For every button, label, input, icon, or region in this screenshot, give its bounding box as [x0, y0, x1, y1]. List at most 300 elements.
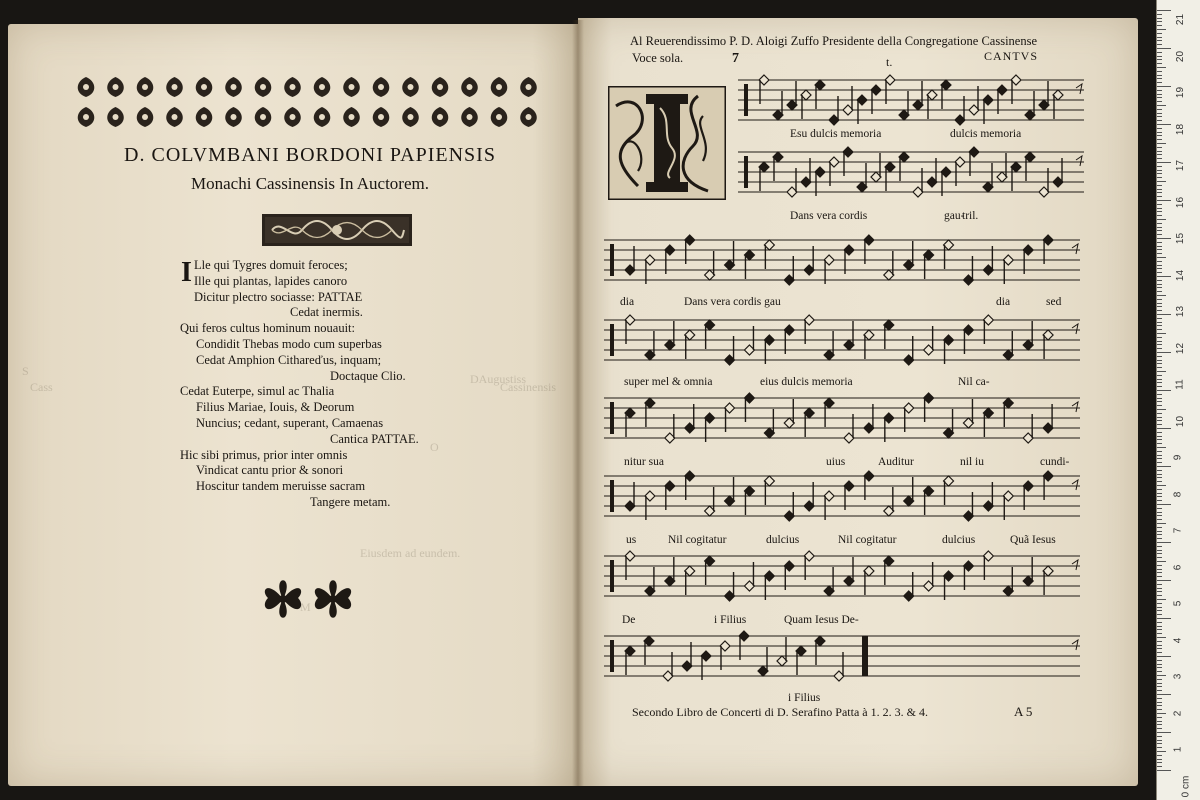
ruler-tick [1157, 211, 1162, 212]
ruler-tick [1157, 352, 1171, 353]
ruler-tick [1157, 409, 1166, 410]
ruler-tick [1157, 751, 1166, 752]
ornament-dot [437, 84, 443, 90]
ruler-tick [1157, 462, 1162, 463]
ruler-label: 2 [1172, 710, 1184, 716]
ruler-tick [1157, 90, 1162, 91]
ruler-tick [1157, 493, 1162, 494]
ruler-tick [1157, 333, 1166, 334]
ornament-dot [319, 84, 325, 90]
lyric-syllable: nil iu [960, 456, 984, 468]
ruler-tick [1157, 223, 1162, 224]
ruler-tick [1157, 743, 1162, 744]
ruler-tick [1157, 474, 1162, 475]
ruler-tick [1157, 717, 1162, 718]
ruler-label: 18 [1175, 123, 1187, 135]
ruler-tick [1157, 595, 1162, 596]
ruler-tick [1157, 386, 1162, 387]
ruler-tick [1157, 591, 1162, 592]
poem-line: Hoscitur tandem meruisse sacram [196, 479, 366, 494]
ruler-tick [1157, 360, 1162, 361]
ruler-tick [1157, 318, 1162, 319]
ornament-dot [83, 114, 89, 120]
ruler-tick [1157, 284, 1162, 285]
ornament-dot [526, 114, 532, 120]
ruler-label: 6 [1172, 564, 1184, 570]
ornament-dot [408, 114, 414, 120]
ruler-tick [1157, 736, 1162, 737]
ruler-label: 9 [1172, 454, 1184, 461]
ruler-tick [1157, 675, 1166, 676]
ornament-dot [467, 114, 473, 120]
ornament-dot [290, 84, 296, 90]
ruler-tick [1157, 660, 1162, 661]
ruler-tick [1157, 740, 1162, 741]
ruler-tick [1157, 310, 1162, 311]
ornament-dot [319, 114, 325, 120]
ornament-dot [408, 84, 414, 90]
poem-line: Dicitur plectro sociasse: PATTAE [194, 289, 363, 304]
ornament-dot [231, 84, 237, 90]
ruler-tick [1157, 481, 1162, 482]
ruler-tick [1157, 512, 1162, 513]
ruler-label: 4 [1172, 637, 1184, 643]
ruler-label: 11 [1174, 379, 1186, 390]
ruler-tick [1157, 398, 1162, 399]
ruler-tick [1157, 584, 1162, 585]
lyric-syllable: Dans vera cordis [790, 210, 868, 222]
ruler-label: 0 cm [1180, 775, 1192, 797]
ruler-tick [1157, 690, 1162, 691]
ruler-label: 12 [1175, 342, 1187, 354]
ruler-label: 10 [1175, 415, 1187, 427]
ornament-dot [437, 114, 443, 120]
ruler-tick [1157, 162, 1171, 163]
ruler-tick [1157, 63, 1162, 64]
ruler-tick [1157, 242, 1162, 243]
ruler-tick [1157, 489, 1162, 490]
ornament-dot [231, 114, 237, 120]
ornament-dot [349, 114, 355, 120]
lyric-syllable: dia [996, 296, 1011, 308]
ruler-tick [1157, 219, 1166, 220]
part-label: CANTVS [984, 49, 1039, 63]
poem-line: Ille qui plantas, lapides canoro [194, 273, 348, 288]
ornament-dot [172, 84, 178, 90]
ruler-tick [1157, 192, 1162, 193]
ruler-tick [1157, 265, 1162, 266]
poem-line: Cedat inermis. [290, 305, 363, 320]
ruler-label: 3 [1172, 673, 1184, 680]
ornament-dot [526, 84, 532, 90]
poem-line: Hic sibi primus, prior inter omnis [180, 447, 348, 462]
ruler-tick [1157, 52, 1162, 53]
ruler-tick [1157, 105, 1166, 106]
ruler-tick [1157, 40, 1162, 41]
ruler-tick [1157, 394, 1162, 395]
poem-line: Doctaque Clio. [330, 368, 406, 383]
ruler-tick [1157, 622, 1162, 623]
headpiece-ornament [262, 214, 412, 246]
poem-line: Nuncius; cedant, superant, Camaenas [196, 415, 384, 430]
ruler-tick [1157, 166, 1162, 167]
ruler-tick [1157, 120, 1162, 121]
ornament-dot [290, 114, 296, 120]
ruler-tick [1157, 713, 1166, 714]
lyric-syllable: De [622, 614, 636, 626]
t-mark: t. [886, 55, 893, 69]
ruler-tick [1157, 629, 1162, 630]
ruler-tick [1157, 451, 1162, 452]
ruler-tick [1157, 500, 1162, 501]
ornament-dot [201, 114, 207, 120]
ruler-tick [1157, 637, 1166, 638]
ruler-tick [1157, 607, 1162, 608]
ruler-tick [1157, 204, 1162, 205]
ruler-tick [1157, 534, 1162, 535]
ruler-tick [1157, 154, 1162, 155]
ruler-tick [1157, 417, 1162, 418]
ruler-tick [1157, 626, 1162, 627]
ruler-tick [1157, 565, 1162, 566]
ruler-tick [1157, 67, 1166, 68]
ruler-tick [1157, 33, 1162, 34]
ruler-tick [1157, 268, 1162, 269]
ruler-tick [1157, 314, 1171, 315]
ruler-tick [1157, 766, 1162, 767]
ruler-tick [1157, 546, 1162, 547]
ruler-tick [1157, 261, 1162, 262]
ruler-tick [1157, 341, 1162, 342]
ruler-tick [1157, 124, 1171, 125]
ruler-tick [1157, 542, 1171, 543]
ruler-tick [1157, 770, 1171, 771]
lyric-syllable: cundi- [1040, 456, 1070, 468]
lyric-syllable: Esu dulcis memoria [790, 128, 882, 140]
ruler-tick [1157, 82, 1162, 83]
ruler-label: 20 [1175, 50, 1187, 62]
poem [180, 258, 500, 511]
poem-line: Lle qui Tygres domuit feroces; [194, 258, 348, 272]
lyric-syllable: sed [1046, 296, 1062, 308]
ruler-tick [1157, 694, 1171, 695]
ruler-tick [1157, 420, 1162, 421]
ruler-tick [1157, 390, 1171, 391]
ruler-tick [1157, 253, 1162, 254]
ruler-tick [1157, 686, 1162, 687]
ruler-tick [1157, 614, 1162, 615]
poem-line: Cedat Euterpe, simul ac Thalia [180, 384, 335, 399]
ruler-tick [1157, 523, 1166, 524]
lyric-syllable: Auditur [878, 456, 914, 468]
ruler-label: 1 [1172, 746, 1184, 753]
ruler-tick [1157, 181, 1166, 182]
ruler-tick [1157, 196, 1162, 197]
ruler-tick [1157, 721, 1162, 722]
ruler-tick [1157, 71, 1162, 72]
ruler-tick [1157, 147, 1162, 148]
ruler-tick [1157, 344, 1162, 345]
ruler-tick [1157, 538, 1162, 539]
ruler-tick [1157, 21, 1162, 22]
ruler-tick [1157, 553, 1162, 554]
ruler-tick [1157, 572, 1162, 573]
ruler-label: 14 [1175, 269, 1187, 281]
ruler-tick [1157, 379, 1162, 380]
ruler-tick [1157, 401, 1162, 402]
poem-line: Vindicat cantu prior & sonori [196, 463, 344, 478]
ruler-tick [1157, 18, 1162, 19]
left-title-line1: D. COLVMBANI BORDONI PAPIENSIS [124, 144, 496, 166]
ruler-label: 5 [1172, 600, 1184, 607]
ruler-tick [1157, 272, 1162, 273]
ruler-tick [1157, 151, 1162, 152]
ruler-tick [1157, 428, 1171, 429]
ruler-tick [1157, 238, 1171, 239]
ruler-tick [1157, 139, 1162, 140]
ornament-dot [260, 84, 266, 90]
ruler-tick [1157, 762, 1162, 763]
ruler-tick [1157, 759, 1162, 760]
ruler-tick [1157, 569, 1162, 570]
ruler-tick [1157, 470, 1162, 471]
ruler-tick [1157, 56, 1162, 57]
lyric-syllable: gau- [944, 210, 965, 222]
lyric-syllable: Quã Iesus [1010, 534, 1056, 546]
show-through-text: Cass [30, 380, 53, 394]
ruler-tick [1157, 477, 1162, 478]
ruler-tick [1157, 280, 1162, 281]
ruler-tick [1157, 356, 1162, 357]
ornament-dot [142, 114, 148, 120]
ruler-tick [1157, 443, 1162, 444]
ornament-dot [113, 114, 119, 120]
ruler-tick [1157, 14, 1162, 15]
ruler-tick [1157, 683, 1162, 684]
ruler-tick [1157, 580, 1171, 581]
ruler-tick [1157, 25, 1162, 26]
lyric-syllable: Dans vera cordis gau [684, 296, 781, 308]
lyric-syllable: dia [620, 296, 635, 308]
show-through-text: Eiusdem ad eundem. [360, 546, 461, 560]
ruler-tick [1157, 375, 1162, 376]
ruler-label: 17 [1175, 159, 1187, 172]
lyric-syllable: nitur sua [624, 456, 664, 468]
lyric-syllable: uius [826, 456, 846, 468]
ruler-tick [1157, 576, 1162, 577]
ruler-tick [1157, 291, 1162, 292]
ruler-tick [1157, 329, 1162, 330]
ruler-tick [1157, 439, 1162, 440]
ruler-tick [1157, 116, 1162, 117]
ruler-tick [1157, 747, 1162, 748]
ruler-tick [1157, 257, 1166, 258]
ornament-dot [378, 114, 384, 120]
ornament-dot [172, 114, 178, 120]
ornament-dot [467, 84, 473, 90]
ruler-tick [1157, 295, 1166, 296]
ruler-tick [1157, 128, 1162, 129]
gutter-shadow [572, 20, 584, 786]
poem-line: Cantica PATTAE. [330, 431, 419, 446]
lyric-syllable: Quam Iesus De- [784, 614, 859, 626]
ruler-tick [1157, 424, 1162, 425]
ruler-tick [1157, 447, 1166, 448]
ruler-tick [1157, 109, 1162, 110]
ruler-tick [1157, 645, 1162, 646]
ruler-tick [1157, 656, 1171, 657]
ornament-dot [378, 84, 384, 90]
ruler-tick [1157, 679, 1162, 680]
ruler-tick [1157, 303, 1162, 304]
ruler-tick [1157, 648, 1162, 649]
poem-line: Tangere metam. [310, 494, 391, 509]
ruler-tick [1157, 458, 1162, 459]
ruler-tick [1157, 485, 1166, 486]
ruler-label: 21 [1175, 13, 1187, 26]
ruler-tick [1157, 667, 1162, 668]
ruler-tick [1157, 246, 1162, 247]
ruler-tick [1157, 371, 1166, 372]
ruler-tick [1157, 515, 1162, 516]
ornament-dot [142, 84, 148, 90]
ruler-tick [1157, 37, 1162, 38]
ruler-tick [1157, 664, 1162, 665]
ruler-tick [1157, 299, 1162, 300]
ruler-tick [1157, 44, 1162, 45]
ornament-dot [83, 84, 89, 90]
ruler-tick [1157, 496, 1162, 497]
voice-label: Voce sola. [632, 51, 684, 65]
ruler-label: 15 [1175, 232, 1187, 245]
show-through-text: O [430, 440, 439, 454]
ruler-tick [1157, 177, 1162, 178]
ruler-tick [1157, 508, 1162, 509]
ruler-label: 13 [1175, 305, 1187, 318]
ruler-tick [1157, 603, 1162, 604]
fleuron-ornament [258, 570, 358, 628]
show-through-text: S [22, 364, 29, 378]
ruler-tick [1157, 588, 1162, 589]
ruler-tick [1157, 527, 1162, 528]
ruler-tick [1157, 227, 1162, 228]
ruler-tick [1157, 59, 1162, 60]
signature-mark: A 5 [1014, 704, 1033, 719]
lyric-syllable: i Filius [714, 614, 747, 626]
lyric-syllable: super mel & omnia [624, 376, 713, 388]
lyric-syllable: dulcius [766, 534, 800, 546]
ruler-label: 8 [1172, 491, 1184, 497]
ruler-tick [1157, 48, 1171, 49]
left-title-line2: Monachi Cassinensis In Auctorem. [191, 174, 429, 193]
lyric-syllable: i Filius [788, 692, 821, 704]
ruler-tick [1157, 724, 1162, 725]
ruler-tick [1157, 170, 1162, 171]
ruler-tick [1157, 215, 1162, 216]
page-mark: 7 [732, 51, 739, 66]
ruler-tick [1157, 413, 1162, 414]
ruler-tick [1157, 86, 1171, 87]
ruler-tick [1157, 276, 1171, 277]
ruler-tick [1157, 455, 1162, 456]
poem-line: Condidit Thebas modo cum superbas [196, 336, 382, 351]
ruler-tick [1157, 287, 1162, 288]
ruler-tick [1157, 10, 1171, 11]
ruler-tick [1157, 249, 1162, 250]
ruler-label: 7 [1172, 527, 1184, 534]
ruler-tick [1157, 158, 1162, 159]
ornament-dot [113, 84, 119, 90]
ruler-tick [1157, 466, 1171, 467]
ruler-tick [1157, 705, 1162, 706]
ruler-tick [1157, 550, 1162, 551]
ruler-tick [1157, 367, 1162, 368]
ruler-tick [1157, 322, 1162, 323]
ruler-tick [1157, 132, 1162, 133]
ruler-tick [1157, 234, 1162, 235]
ruler-tick [1157, 78, 1162, 79]
poem-line: Qui feros cultus hominum nouauit: [180, 321, 355, 336]
ornament-dot [201, 84, 207, 90]
lyric-syllable: dulcis memoria [950, 128, 1022, 140]
ruler-tick [1157, 432, 1162, 433]
poem-dropcap: I [181, 257, 192, 288]
ruler-tick [1157, 557, 1162, 558]
show-through-text: DAugustiss [470, 372, 527, 386]
ruler-tick [1157, 641, 1162, 642]
ruler-tick [1157, 325, 1162, 326]
ruler-tick [1157, 189, 1162, 190]
lyric-syllable: dulcius [942, 534, 976, 546]
ruler-tick [1157, 652, 1162, 653]
lyric-syllable: Nil cogitatur [668, 534, 727, 546]
ruler-label: 16 [1175, 196, 1187, 208]
ornament-dot [496, 114, 502, 120]
lyric-syllable: Nil cogitatur [838, 534, 897, 546]
ruler-tick [1157, 113, 1162, 114]
lyric-syllable: us [626, 534, 637, 546]
ruler-tick [1157, 75, 1162, 76]
ruler-tick [1157, 633, 1162, 634]
ruler-tick [1157, 405, 1162, 406]
ruler-tick [1157, 531, 1162, 532]
ruler-tick [1157, 97, 1162, 98]
ruler-tick [1157, 671, 1162, 672]
ruler-tick [1157, 755, 1162, 756]
ruler-tick [1157, 363, 1162, 364]
ruler-tick [1157, 610, 1162, 611]
ruler-tick [1157, 618, 1171, 619]
ruler-tick [1157, 382, 1162, 383]
ruler-tick [1157, 561, 1166, 562]
ruler-tick [1157, 698, 1162, 699]
ruler-tick [1157, 230, 1162, 231]
ruler-tick [1157, 135, 1162, 136]
measuring-ruler [1156, 0, 1200, 800]
ruler-tick [1157, 200, 1171, 201]
ruler-tick [1157, 504, 1171, 505]
ruler-tick [1157, 709, 1162, 710]
ruler-tick [1157, 436, 1162, 437]
dedication-header: Al Reuerendissimo P. D. Aloigi Zuffo Presidente della Congregatione Cassinense [630, 34, 1038, 48]
show-through-text: M [300, 600, 311, 614]
ruler-tick [1157, 519, 1162, 520]
ruler-tick [1157, 173, 1162, 174]
show-through-text: Cassinensis [500, 380, 557, 394]
ruler-label: 19 [1175, 86, 1187, 99]
ornament-band [72, 72, 552, 132]
ruler-tick [1157, 101, 1162, 102]
